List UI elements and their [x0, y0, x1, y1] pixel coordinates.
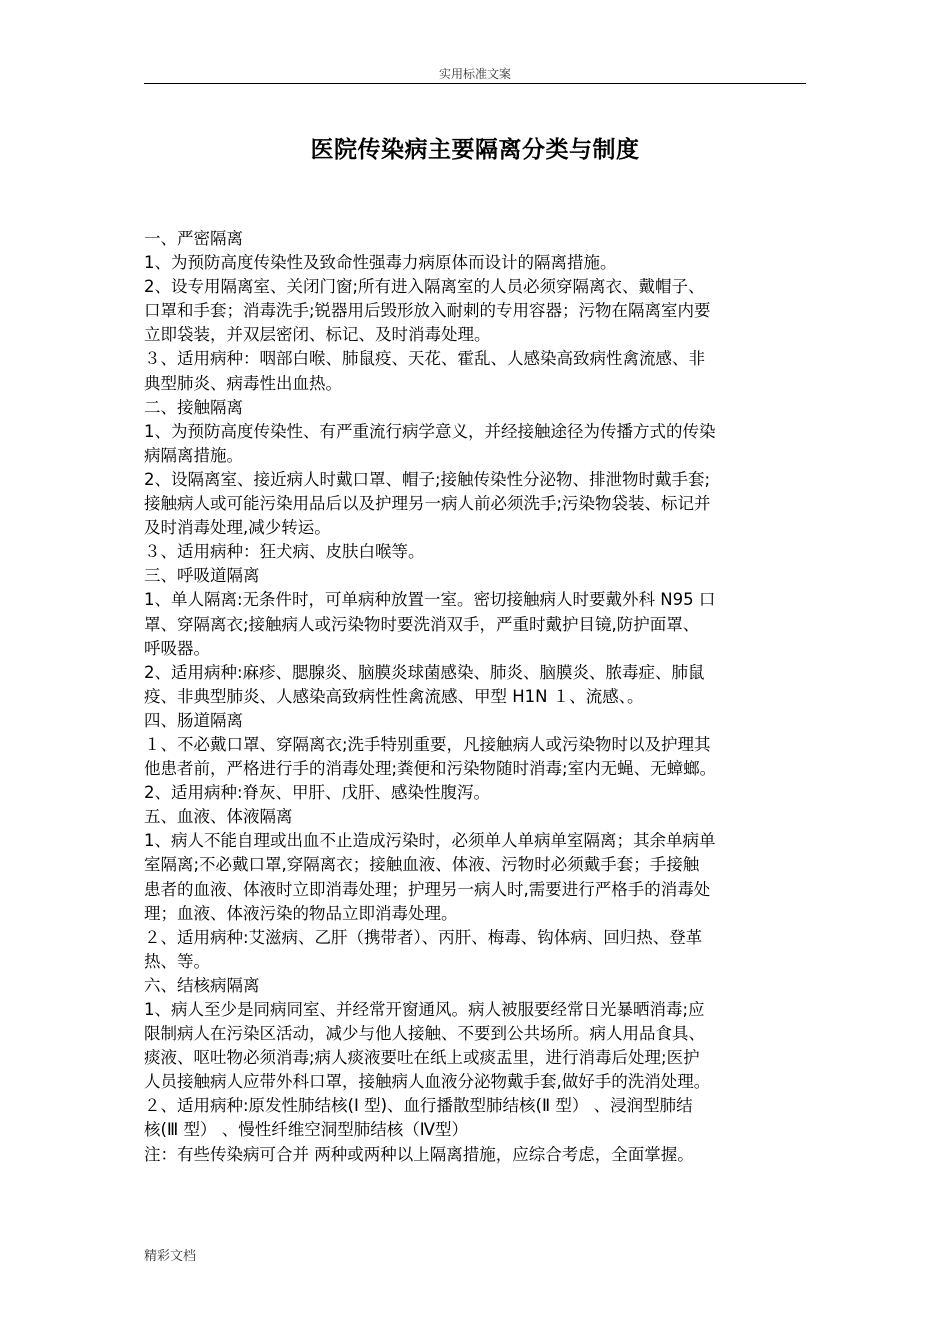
- header-divider: [144, 83, 806, 84]
- document-body: [144, 227, 812, 1167]
- document-title: 医院传染病主要隔离分类与制度: [310, 137, 640, 163]
- body-line: 痰液、呕吐物必须消毒;病人痰液要吐在纸上或痰盂里，进行消毒后处理;医护: [144, 1048, 700, 1068]
- body-line: 理；血液、体液污染的物品立即消毒处理。: [144, 903, 458, 923]
- body-line: 1、单人隔离:无条件时，可单病种放置一室。密切接触病人时要戴外科 N95 口: [144, 590, 716, 610]
- body-line: 室隔离;不必戴口罩,穿隔离衣；接触血液、体液、污物时必须戴手套；手接触: [144, 855, 700, 875]
- body-line: ３、适用病种：狂犬病、皮肤白喉等。: [144, 542, 425, 562]
- section-heading: 四、肠道隔离: [144, 710, 243, 730]
- body-line: 接触病人或可能污染用品后以及护理另一病人前必须洗手;污染物袋装、标记并: [144, 494, 711, 514]
- section-heading: 二、接触隔离: [144, 397, 243, 417]
- body-line: 1、病人至少是同病同室、并经常开窗通风。病人被服要经常日光暴晒消毒;应: [144, 1000, 705, 1019]
- section-heading: 三、呼吸道隔离: [144, 566, 260, 586]
- body-line: 患者的血液、体液时立即消毒处理；护理另一病人时,需要进行严格手的消毒处: [144, 879, 711, 899]
- section-heading: 五、血液、体液隔离: [144, 807, 293, 827]
- body-line: １、不必戴口罩、穿隔离衣;洗手特别重要，凡接触病人或污染物时以及护理其: [144, 734, 711, 754]
- body-line: 2、适用病种:麻疹、腮腺炎、脑膜炎球菌感染、肺炎、脑膜炎、脓毒症、肺鼠: [144, 662, 705, 682]
- body-line: 及时消毒处理,减少转运。: [144, 518, 331, 538]
- body-line: 热、等。: [144, 951, 210, 971]
- body-line: 1、为预防高度传染性及致命性强毒力病原体而设计的隔离措施。: [144, 253, 617, 273]
- body-line: 疫、非典型肺炎、人感染高致病性性禽流感、甲型 H1N １、流感、。: [144, 686, 644, 706]
- body-line: 2、适用病种:脊灰、甲肝、戊肝、感染性腹泻。: [144, 783, 491, 803]
- body-line: 核(Ⅲ 型） 、慢性纤维空洞型肺结核（Ⅳ型）: [144, 1120, 469, 1140]
- body-line: 他患者前，严格进行手的消毒处理;粪便和污染物随时消毒;室内无蝇、无蟑螂。: [144, 759, 717, 779]
- page-footer: 精彩文档: [144, 1249, 197, 1264]
- section-heading: 六、结核病隔离: [144, 975, 260, 995]
- body-line: 典型肺炎、病毒性出血热。: [144, 373, 342, 393]
- body-line: 1、病人不能自理或出血不止造成污染时，必须单人单病单室隔离；其余单病单: [144, 831, 716, 851]
- body-line: 口罩和手套；消毒洗手;锐器用后毁形放入耐刺的专用容器；污物在隔离室内要: [144, 301, 711, 321]
- body-line: 2、设专用隔离室、关闭门窗;所有进入隔离室的人员必须穿隔离衣、戴帽子、: [144, 277, 705, 297]
- body-line: 罩、穿隔离衣;接触病人或污染物时要洗消双手，严重时戴护目镜,防护面罩、: [144, 614, 700, 634]
- note-line: 注：有些传染病可合并 两种或两种以上隔离措施，应综合考虑，全面掌握。: [144, 1144, 694, 1164]
- page-header: 实用标准文案: [438, 67, 511, 81]
- body-line: 立即袋装，并双层密闭、标记、及时消毒处理。: [144, 325, 491, 345]
- body-line: 呼吸器。: [144, 638, 210, 658]
- body-line: 人员接触病人应带外科口罩，接触病人血液分泌物戴手套,做好手的洗消处理。: [144, 1072, 711, 1092]
- body-line: ２、适用病种:艾滋病、乙肝（携带者）、丙肝、梅毒、钩体病、回归热、登革: [144, 927, 703, 947]
- body-line: 病隔离措施。: [144, 445, 243, 465]
- body-line: ２、适用病种:原发性肺结核(Ⅰ 型)、血行播散型肺结核(Ⅱ 型） 、浸润型肺结: [144, 1096, 693, 1116]
- body-line: 2、设隔离室、接近病人时戴口罩、帽子;接触传染性分泌物、排泄物时戴手套;: [144, 469, 711, 489]
- body-line: 限制病人在污染区活动，减少与他人接触、不要到公共场所。病人用品食具、: [144, 1024, 705, 1044]
- section-heading: 一、严密隔离: [144, 229, 243, 248]
- body-line: 1、为预防高度传染性、有严重流行病学意义，并经接触途径为传播方式的传染: [144, 421, 716, 441]
- body-line: ３、适用病种：咽部白喉、肺鼠疫、天花、霍乱、人感染高致病性禽流感、非: [144, 349, 705, 369]
